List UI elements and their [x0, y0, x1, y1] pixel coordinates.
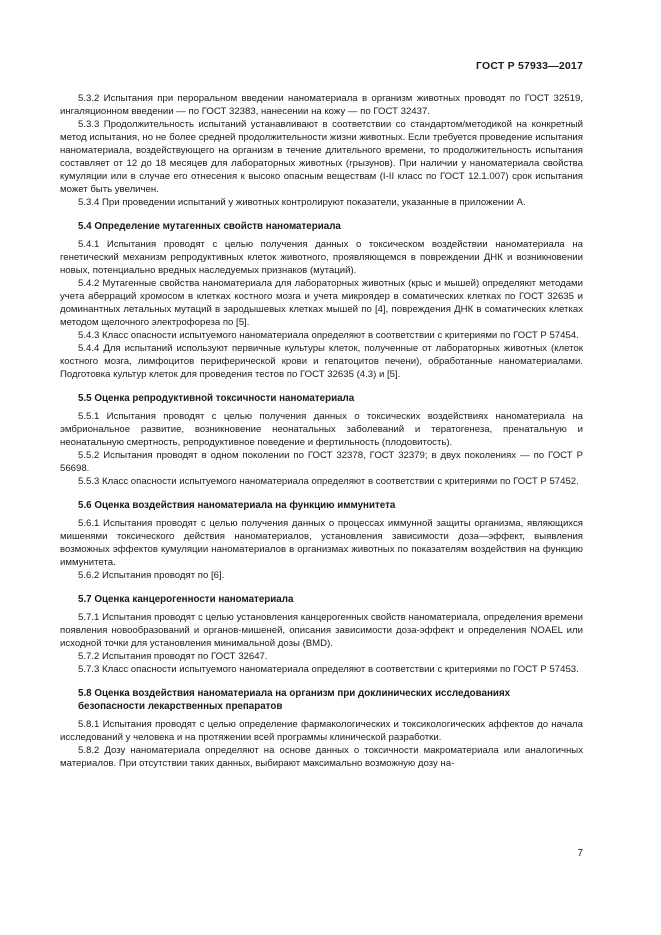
section-heading: 5.7 Оценка канцерогенности наноматериала: [78, 594, 294, 605]
paragraph: 5.8.1 Испытания проводят с целью определение фармакологических и токсикологических аффектов до начала исследований у человека и на протяжении всей программы клинической разработки.: [60, 719, 583, 743]
page-number: 7: [577, 848, 583, 859]
paragraph: 5.8.2 Дозу наноматериала определяют на основе данных о токсичности макроматериала или аналогичных материалов. При отсутствии таких данных, выбирают максимально возможную дозу на-: [60, 745, 583, 769]
section-heading: 5.4 Определение мутагенных свойств наноматериала: [78, 221, 341, 232]
document-page: [60, 0, 583, 935]
section-heading: [60, 687, 583, 713]
paragraph: 5.4.2 Мутагенные свойства наноматериала для лабораторных животных (крыс и мышей) определяют методами учета аберраций хромосом в клетках костного мозга и учета микроядер в соматических клетках по ГОСТ 32635 и доминантных летальных мутаций в зародышевых клетках мышей по [4], повреждения ДНК в соматических клетках методом щелочного электрофореза по [5].: [60, 278, 583, 328]
section-heading-continuation: безопасности лекарственных препаратов: [78, 701, 283, 712]
paragraph: 5.7.1 Испытания проводят с целью установления канцерогенных свойств наноматериала, определения времени появления новообразований и органов-мишеней, описания зависимости доза-эффект и определения NOAEL или исходной точки для установления минимальной дозы (BMD).: [60, 612, 583, 649]
paragraph: 5.7.2 Испытания проводят по ГОСТ 32647.: [78, 651, 268, 662]
paragraph: 5.4.4 Для испытаний используют первичные культуры клеток, полученные от лабораторных животных (клеток костного мозга, лимфоцитов периферической крови и гепатоцитов печени), обработанные наноматериалами. Подготовка культур клеток для проведения тестов по ГОСТ 32635 (4.3) и [5].: [60, 343, 583, 380]
standard-code-header: ГОСТ Р 57933—2017: [475, 60, 583, 72]
document-body: [60, 92, 583, 770]
paragraph: 5.7.3 Класс опасности испытуемого наноматериала определяют в соответствии с критериями по ГОСТ Р 57453.: [78, 664, 579, 675]
section-heading-line: 5.8 Оценка воздействия наноматериала на организм при доклинических исследованиях: [78, 688, 511, 699]
paragraph: 5.3.3 Продолжительность испытаний устанавливают в соответствии со стандартом/методикой на конкретный метод испытания, но не более средней продолжительности жизни животных. Если требуется проведение испытания наноматериала, воздействующего на организм в течение длительного времени, то продолжительность испытания составляет от 12 до 18 месяцев для лабораторных животных (грызунов). При наличии у наноматериала свойства кумуляции или в случае его отнесения к высоко опасным веществам (I-II класс по ГОСТ 12.1.007) срок испытания может быть увеличен.: [60, 119, 583, 195]
paragraph: 5.5.2 Испытания проводят в одном поколении по ГОСТ 32378, ГОСТ 32379; в двух поколениях — по ГОСТ Р 56698.: [60, 450, 583, 474]
paragraph: 5.5.3 Класс опасности испытуемого наноматериала определяют в соответствии с критериями по ГОСТ Р 57452.: [78, 476, 579, 487]
paragraph: 5.6.1 Испытания проводят с целью получения данных о процессах иммунной защиты организма, являющихся мишенями токсического действия наноматериалов, установления зависимости доза—эффект, выявления возможных эффектов кумуляции наноматериалов в организмах животных по показателям воздействия на функцию иммунитета.: [60, 518, 583, 568]
section-heading: 5.6 Оценка воздействия наноматериала на функцию иммунитета: [78, 500, 396, 511]
paragraph: 5.5.1 Испытания проводят с целью получения данных о токсических воздействиях наноматериала на эмбриональное развитие, возникновение неонатальных заболеваний и тератогенеза, пренатальную и неонатальную смертность, репродуктивное поведение и фертильность (плодовитость).: [60, 411, 583, 448]
paragraph: 5.4.3 Класс опасности испытуемого наноматериала определяют в соответствии с критериями по ГОСТ Р 57454.: [78, 330, 579, 341]
section-heading: 5.5 Оценка репродуктивной токсичности наноматериала: [78, 393, 355, 404]
paragraph: 5.3.2 Испытания при пероральном введении наноматериала в организм животных проводят по ГОСТ 32519, ингаляционном введении — по ГОСТ 32383, нанесении на кожу — по ГОСТ 32437.: [60, 93, 583, 117]
paragraph: 5.3.4 При проведении испытаний у животных контролируют показатели, указанные в приложении А.: [78, 197, 526, 208]
paragraph: 5.6.2 Испытания проводят по [6].: [78, 570, 225, 581]
paragraph: 5.4.1 Испытания проводят с целью получения данных о токсическом воздействии наноматериала на генетический механизм репродуктивных клеток животного, проявляющемся в повреждении ДНК и возникновении новых, потенциально вредных наследуемых признаков (мутаций).: [60, 239, 583, 276]
